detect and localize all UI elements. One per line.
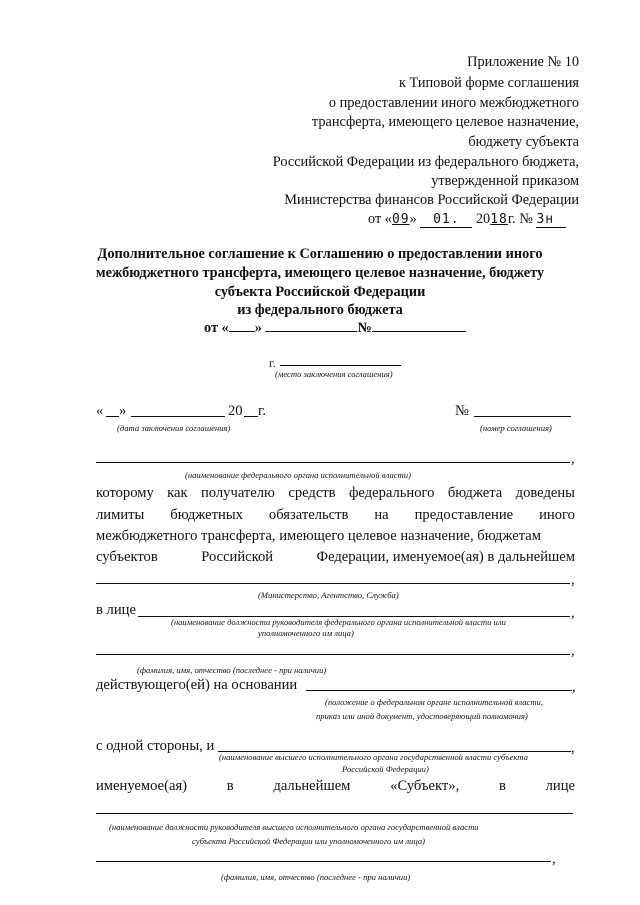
comma: , — [571, 643, 575, 659]
header-line: Приложение № 10 — [467, 54, 579, 70]
order-number: 3н — [536, 213, 566, 228]
basis-field[interactable] — [306, 690, 572, 691]
supreme-caption: Российской Федерации) — [342, 764, 429, 774]
date-year-prefix: 20 — [228, 403, 243, 419]
place-prefix: г. — [269, 356, 276, 370]
named-subject-line: именуемое(ая) в дальнейшем «Субъект», в лице — [96, 778, 575, 794]
comma: , — [572, 679, 576, 695]
paragraph-line: которому как получателю средств федерального бюджета доведены — [96, 485, 575, 501]
comma: , — [571, 451, 575, 467]
comma: , — [571, 740, 575, 756]
date-year-suffix: г. — [258, 403, 266, 419]
header-line: Российской Федерации из федерального бюджета, — [272, 154, 579, 170]
number-sign: № — [455, 403, 469, 419]
comma: , — [571, 572, 575, 588]
place-caption: (место заключения соглашения) — [275, 369, 393, 379]
header-line: бюджету субъекта — [468, 134, 579, 150]
blank-day — [229, 319, 255, 332]
order-day: 09 — [391, 212, 410, 227]
agreement-number-field[interactable] — [474, 416, 571, 417]
header-line: утвержденной приказом — [431, 173, 579, 189]
position-caption: (наименование должности руководителя федерального органа исполнительной власти или — [171, 617, 506, 627]
order-year: 18 — [490, 212, 508, 227]
blank-date — [265, 319, 357, 332]
date-close-quote: » — [119, 403, 127, 419]
supreme-caption: (наименование высшего исполнительного органа государственной власти субъекта — [219, 752, 528, 762]
basis-caption: приказ или иной документ, удостоверяющий полномочия) — [316, 711, 528, 721]
blank-number — [372, 319, 466, 332]
title-line: межбюджетного трансферта, имеющего целевое назначение, бюджету — [95, 265, 545, 281]
comma: , — [571, 605, 575, 621]
place-field[interactable] — [280, 365, 401, 366]
head-caption: (наименование должности руководителя высшего исполнительного органа государственной власти — [109, 822, 479, 832]
title-line: субъекта Российской Федерации — [214, 284, 426, 300]
title-line: из федерального бюджета — [237, 302, 403, 318]
fio-field[interactable] — [96, 654, 570, 655]
in-person-label: в лице — [96, 602, 136, 618]
federal-body-caption: (наименование федерального органа исполнительной власти) — [185, 470, 411, 480]
position-caption: уполномоченного им лица) — [258, 628, 354, 638]
number-caption: (номер соглашения) — [480, 423, 552, 433]
date-day-field[interactable] — [106, 416, 119, 417]
paragraph-line: субъектов Российской Федерации, именуемое(ая) в дальнейшем — [96, 549, 575, 565]
header-line: Министерства финансов Российской Федерации — [284, 192, 579, 208]
date-open-quote: « — [96, 403, 104, 419]
one-side-label: с одной стороны, и — [96, 738, 215, 754]
basis-caption: (положение о федеральном органе исполнительной власти, — [325, 697, 544, 707]
paragraph-line: межбюджетного трансферта, имеющего целевое назначение, бюджетам — [96, 528, 541, 544]
fio-caption: (фамилия, имя, отчество (последнее - при наличии) — [137, 665, 327, 675]
paragraph-line: лимиты бюджетных обязательств на предоставление иного — [96, 507, 575, 523]
header-line: о предоставлении иного межбюджетного — [328, 95, 579, 111]
order-date-line: от «09» 01. 2018г. № 3н — [368, 211, 566, 228]
order-month: 01. — [420, 213, 472, 228]
fio-caption: (фамилия, имя, отчество (последнее - при наличии) — [221, 872, 411, 882]
federal-body-field[interactable] — [96, 462, 570, 463]
header-line: трансферта, имеющего целевое назначение, — [311, 114, 579, 130]
fio-field[interactable] — [96, 861, 551, 862]
date-year-field[interactable] — [244, 416, 258, 417]
ministry-field[interactable] — [96, 583, 570, 584]
acting-label: действующего(ей) на основании — [96, 677, 298, 693]
comma: , — [552, 851, 556, 867]
title-line: Дополнительное соглашение к Соглашению о предоставлении иного — [97, 246, 543, 262]
head-position-field[interactable] — [96, 813, 573, 814]
date-caption: (дата заключения соглашения) — [117, 423, 231, 433]
date-month-field[interactable] — [131, 416, 225, 417]
header-line: к Типовой форме соглашения — [398, 75, 579, 91]
ministry-caption: (Министерство, Агентство, Служба) — [258, 590, 399, 600]
head-caption: субъекта Российской Федерации или уполномоченного им лица) — [192, 836, 426, 846]
title-date-number: от « » № — [204, 319, 466, 337]
